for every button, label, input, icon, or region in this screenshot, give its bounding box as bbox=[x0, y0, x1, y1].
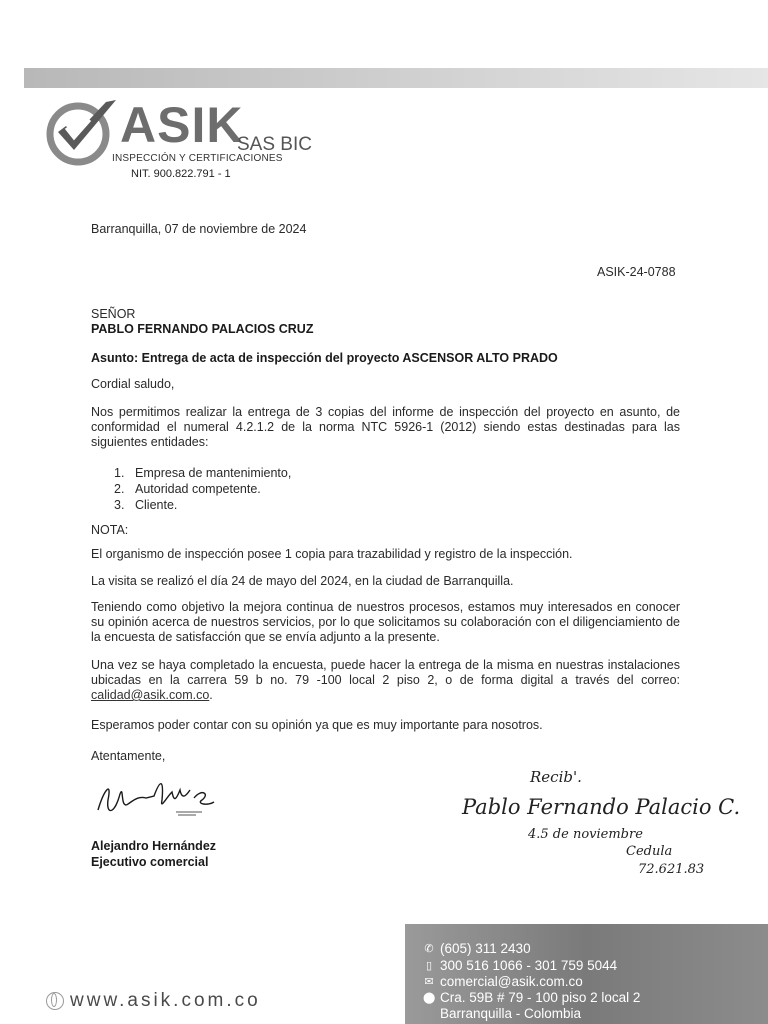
closing-hope: Esperamos poder contar con su opinión ya que es muy importante para nosotros. bbox=[91, 718, 543, 732]
closing-salutation: Atentamente, bbox=[91, 749, 166, 763]
footer-phone bbox=[423, 941, 531, 956]
footer-mobile bbox=[423, 958, 617, 973]
list-text: Autoridad competente. bbox=[135, 482, 261, 496]
delivery-paragraph bbox=[91, 658, 680, 703]
signer-signature bbox=[90, 770, 230, 830]
quality-email-link[interactable]: calidad@asik.com.co bbox=[91, 688, 210, 702]
header-band bbox=[24, 68, 768, 88]
website bbox=[46, 990, 261, 1012]
intro-paragraph: Nos permitimos realizar la entrega de 3 copias del informe de inspección del proyecto en asunto, de conformidad el numeral 4.2.1.2 de la norma NTC 5926-1 (2012) siendo estas destinadas para las siguientes entidades: bbox=[91, 405, 680, 449]
brand-name: ASIK bbox=[120, 97, 244, 153]
list-text: Empresa de mantenimiento, bbox=[135, 466, 292, 480]
improvement-paragraph: Teniendo como objetivo la mejora continua de nuestros procesos, estamos muy interesados en conocer su opinión acerca de nuestros servicios, por lo que solicitamos su colaboración con el diligenciamiento de la encuesta de satisfacción que se envía adjunto a la presente. bbox=[91, 600, 680, 644]
footer-phone-text: (605) 311 2430 bbox=[440, 941, 531, 956]
receipt-date: 4.5 de noviembre bbox=[528, 827, 643, 842]
nota-label: NOTA: bbox=[91, 523, 129, 537]
list-text: Cliente. bbox=[135, 498, 178, 512]
subject-line: Asunto: Entrega de acta de inspección del proyecto ASCENSOR ALTO PRADO bbox=[91, 351, 558, 365]
salutation-title: SEÑOR bbox=[91, 307, 136, 321]
footer-address bbox=[423, 990, 640, 1005]
entities-list bbox=[114, 465, 291, 513]
list-item bbox=[114, 465, 291, 481]
footer-city bbox=[440, 1006, 581, 1024]
list-item bbox=[114, 497, 291, 513]
location-icon: ⬤ bbox=[423, 992, 436, 1004]
delivery-end: . bbox=[209, 688, 213, 702]
company-nit: NIT. 900.822.791 - 1 bbox=[131, 168, 231, 180]
id-label: Cedula bbox=[626, 844, 673, 859]
footer-mobile-text: 300 516 1066 - 301 759 5044 bbox=[440, 958, 618, 973]
signer-name: Alejandro Hernández bbox=[91, 839, 217, 853]
footer-address-text: Cra. 59B # 79 - 100 piso 2 local 2 bbox=[440, 990, 641, 1005]
recipient-name: PABLO FERNANDO PALACIOS CRUZ bbox=[91, 322, 314, 336]
mail-icon: ✉ bbox=[424, 976, 434, 988]
footer-city-text: Barranquilla - Colombia bbox=[440, 1006, 582, 1021]
delivery-text: Una vez se haya completado la encuesta, puede hacer la entrega de la misma en nuestras instalaciones ubicadas en la carrera 59 b no. 79 -100 local 2 piso 2, o de forma digital a través del correo: bbox=[91, 658, 680, 687]
phone-icon: ✆ bbox=[424, 943, 434, 955]
visit-text: La visita se realizó el día 24 de mayo del 2024, en la ciudad de Barranquilla. bbox=[91, 574, 514, 588]
list-number: 2. bbox=[114, 482, 125, 496]
list-number: 1. bbox=[114, 466, 125, 480]
reference-number: ASIK-24-0788 bbox=[597, 265, 676, 279]
greeting: Cordial saludo, bbox=[91, 377, 175, 391]
place-date: Barranquilla, 07 de noviembre de 2024 bbox=[91, 222, 307, 236]
signer-title: Ejecutivo comercial bbox=[91, 855, 209, 869]
website-text[interactable]: www.asik.com.co bbox=[70, 990, 261, 1011]
list-number: 3. bbox=[114, 498, 125, 512]
id-number: 72.621.83 bbox=[638, 862, 705, 877]
nota-text: El organismo de inspección posee 1 copia para trazabilidad y registro de la inspección. bbox=[91, 547, 573, 561]
company-logo bbox=[44, 92, 364, 192]
receiver-name: Pablo Fernando Palacio C. bbox=[462, 795, 741, 819]
list-item bbox=[114, 481, 291, 497]
brand-tagline: INSPECCIÓN Y CERTIFICACIONES bbox=[112, 153, 283, 164]
brand-suffix: SAS BIC bbox=[237, 134, 312, 155]
footer-email bbox=[423, 974, 583, 989]
globe-icon bbox=[46, 992, 64, 1010]
received-note: Recib'. bbox=[530, 768, 582, 786]
mobile-icon: ▯ bbox=[425, 960, 433, 972]
footer-email-text[interactable]: comercial@asik.com.co bbox=[440, 974, 583, 989]
